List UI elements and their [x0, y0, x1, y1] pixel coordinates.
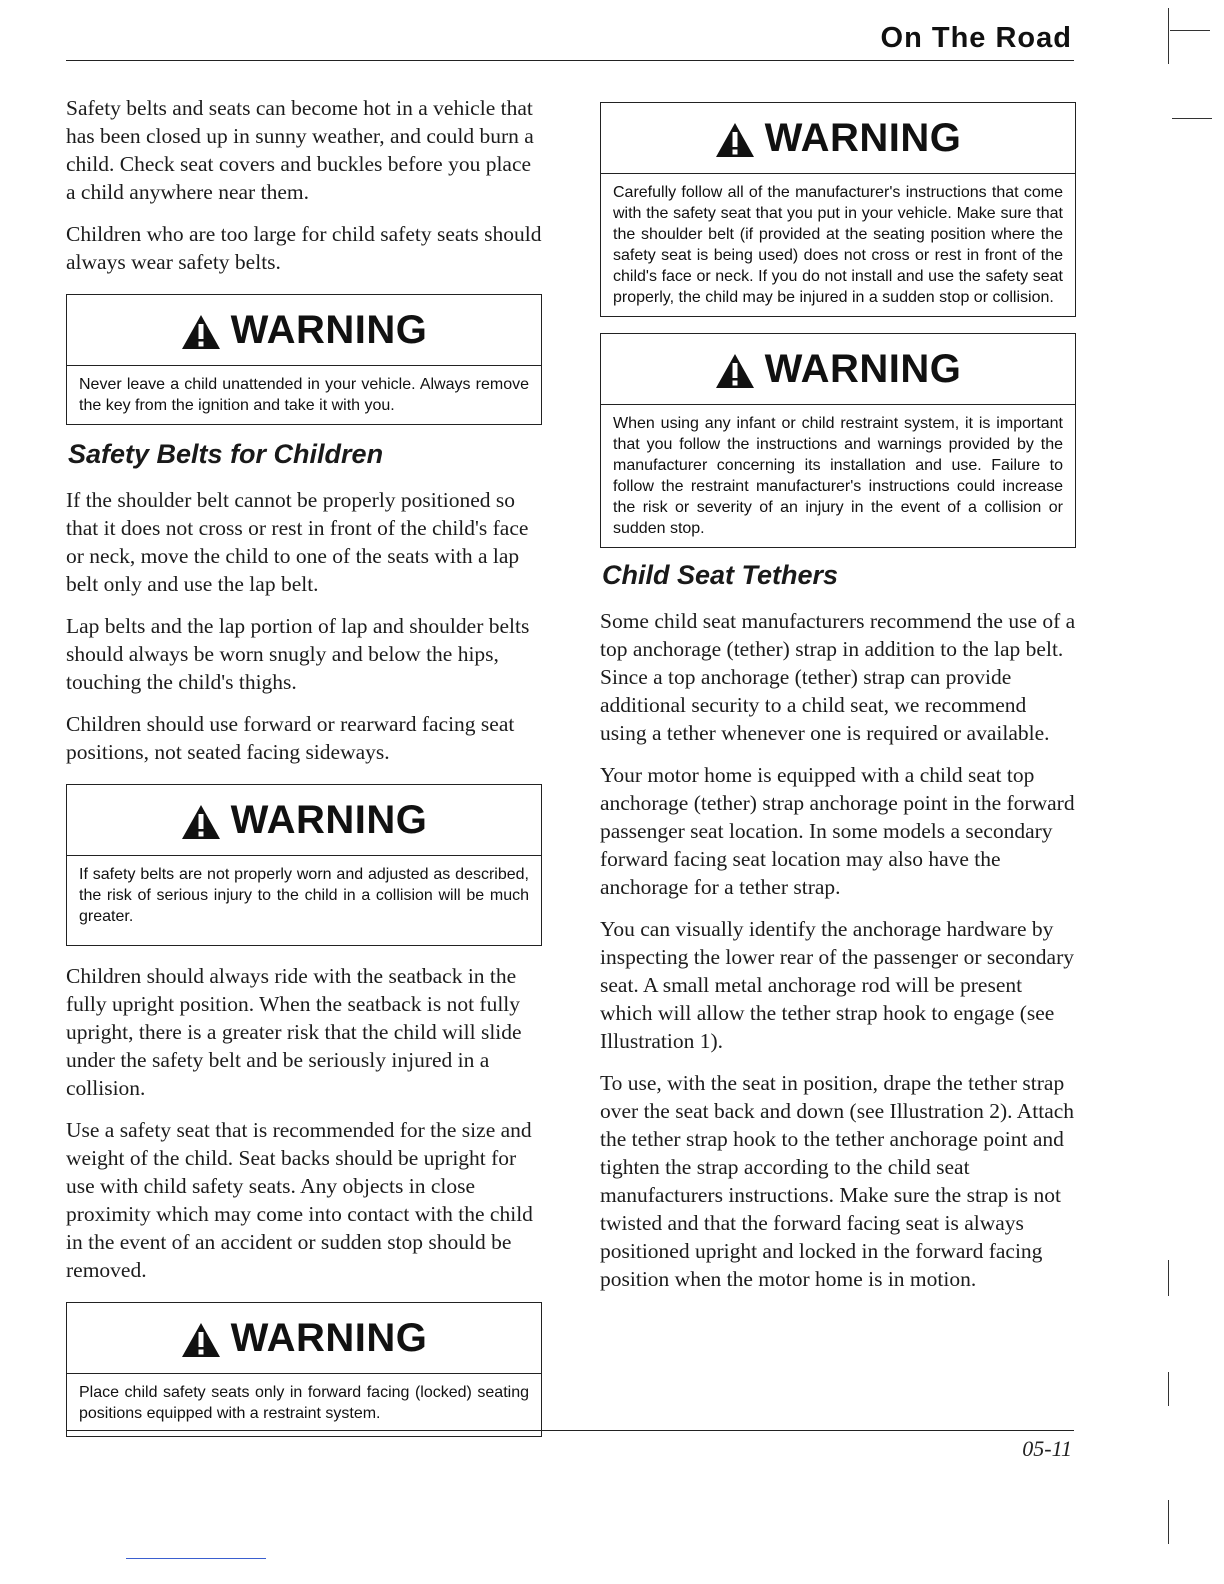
paragraph: Your motor home is equipped with a child seat top anchorage (tether) strap anchorage point in the forward passenger seat location. In some models a secondary forward facing seat location may also have the anchorage for a tether strap.: [600, 763, 1075, 899]
warning-triangle-icon: [181, 804, 221, 840]
paragraph: Lap belts and the lap portion of lap and shoulder belts should always be worn snugly and below the hips, touching the child's thighs.: [66, 614, 530, 694]
warning-triangle-icon: [181, 314, 221, 350]
footer-rule: [66, 1430, 1074, 1431]
page-header-title: On The Road: [880, 22, 1072, 54]
warning-triangle-icon: [181, 1322, 221, 1358]
warning-title: WARNING: [230, 797, 428, 842]
warning-box: [66, 784, 542, 946]
warning-header: [601, 334, 1075, 405]
margin-mark: [1168, 1500, 1169, 1544]
paragraph: If the shoulder belt cannot be properly positioned so that it does not cross or rest in front of the child's face or neck, move the child to one of the seats with a lap belt only and use the lap belt.: [66, 488, 529, 596]
warning-text: If safety belts are not properly worn and adjusted as described, the risk of serious injury to the child in a collision will be much greater.: [79, 866, 529, 925]
margin-mark: [1170, 30, 1210, 31]
paragraph: Safety belts and seats can become hot in a vehicle that has been closed up in sunny weather, and could burn a child. Check seat covers and buckles before you place a child anywhere near them.: [66, 96, 534, 204]
margin-mark: [1168, 8, 1169, 64]
header-rule: [66, 60, 1074, 61]
warning-triangle-icon: [715, 353, 755, 389]
warning-header: [67, 785, 541, 856]
warning-box: [600, 102, 1076, 317]
paragraph: Children should use forward or rearward facing seat positions, not seated facing sideways.: [66, 712, 515, 764]
warning-text: Carefully follow all of the manufacturer's instructions that come with the safety seat that you put in your vehicle. Make sure that the shoulder belt (if provided at the seating position where the safety seat is being used) does not cross or rest in front of the child's face or neck. If you do not install and use the safety seat properly, the child may be injured in a sudden stop or collision.: [613, 184, 1063, 306]
paragraph: You can visually identify the anchorage hardware by inspecting the lower rear of the passenger or secondary seat. A small metal anchorage rod will be present which will allow the tether strap hook to engage (see Illustration 1).: [600, 917, 1075, 1053]
warning-title: WARNING: [764, 115, 962, 160]
warning-header: [601, 103, 1075, 174]
margin-mark: [1172, 118, 1212, 119]
page-number: 05-11: [1022, 1436, 1072, 1461]
warning-triangle-icon: [715, 122, 755, 158]
warning-box: [66, 1302, 542, 1437]
paragraph: To use, with the seat in position, drape the tether strap over the seat back and down (see Illustration 2). Attach the tether strap hook to the tether anchorage point and tighten the strap according to the child seat manufacturers instructions. Make sure the strap is not twisted and that the forward facing seat is always positioned upright and locked in the forward facing position when the motor home is in motion.: [600, 1071, 1075, 1291]
warning-title: WARNING: [764, 346, 962, 391]
warning-text: When using any infant or child restraint system, it is important that you follow the instructions and warnings provided by the manufacturer concerning its installation and use. Failure to follow the restraint manufacturer's instructions could increase the risk or severity of an injury in the event of a collision or sudden stop.: [613, 415, 1063, 537]
section-heading: Child Seat Tethers: [602, 560, 839, 590]
paragraph: Children who are too large for child safety seats should always wear safety belts.: [66, 222, 542, 274]
warning-text: Place child safety seats only in forward facing (locked) seating positions equipped with a restraint system.: [79, 1384, 529, 1422]
margin-mark: [1168, 1372, 1169, 1406]
margin-mark: [1168, 1260, 1169, 1296]
paragraph: Children should always ride with the seatback in the fully upright position. When the seatback is not fully upright, there is a greater risk that the child will slide under the safety belt and be seriously injured in a collision.: [66, 964, 522, 1100]
warning-title: WARNING: [230, 307, 428, 352]
warning-text: Never leave a child unattended in your vehicle. Always remove the key from the ignition and take it with you.: [79, 376, 529, 414]
paragraph: Some child seat manufacturers recommend the use of a top anchorage (tether) strap in addition to the lap belt. Since a top anchorage (tether) strap can provide additional security to a child seat, we recommend using a tether whenever one is required or available.: [600, 609, 1076, 745]
warning-box: [66, 294, 542, 425]
warning-box: [600, 333, 1076, 548]
left-column: [66, 94, 542, 1451]
warning-header: [67, 295, 541, 366]
section-heading: Safety Belts for Children: [68, 439, 384, 469]
right-column: [600, 102, 1076, 1307]
scan-line: [126, 1558, 266, 1559]
paragraph: Use a safety seat that is recommended for the size and weight of the child. Seat backs should be upright for use with child safety seats. Any objects in close proximity which may come into contact with the child in the event of an accident or sudden stop should be removed.: [66, 1118, 533, 1282]
warning-title: WARNING: [230, 1315, 428, 1360]
warning-header: [67, 1303, 541, 1374]
